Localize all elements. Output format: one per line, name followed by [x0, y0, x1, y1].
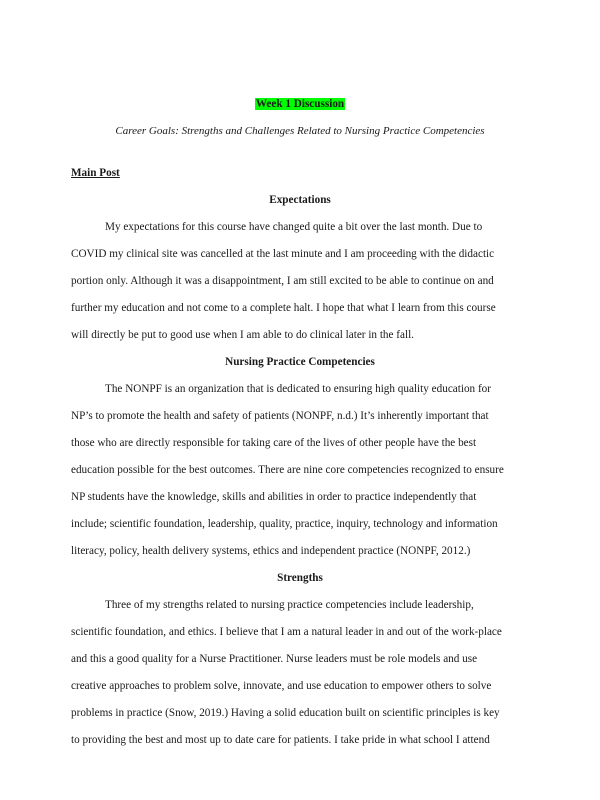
- paragraph-line: include; scientific foundation, leadership, quality, practice, inquiry, technology and information: [71, 518, 498, 530]
- paragraph-line: NP students have the knowledge, skills and abilities in order to practice independently that: [71, 491, 477, 503]
- paragraph-line: COVID my clinical site was cancelled at the last minute and I am proceeding with the didactic: [71, 248, 495, 260]
- section-heading-strengths: Strengths: [277, 572, 323, 584]
- paragraph-line: problems in practice (Snow, 2019.) Having a solid education built on scientific principles is key: [71, 707, 500, 719]
- paragraph-line: My expectations for this course have changed quite a bit over the last month. Due to: [105, 221, 483, 233]
- paragraph-line: scientific foundation, and ethics. I believe that I am a natural leader in and out of the work-place: [71, 626, 502, 638]
- document-title: Week 1 Discussion: [255, 98, 345, 110]
- paragraph-line: and this a good quality for a Nurse Practitioner. Nurse leaders must be role models and use: [71, 653, 478, 665]
- main-post-row: [71, 166, 541, 180]
- paragraph-line: literacy, policy, health delivery systems, ethics and independent practice (NONPF, 2012.): [71, 545, 471, 557]
- paragraph-line: The NONPF is an organization that is dedicated to ensuring high quality education for: [105, 383, 491, 395]
- main-post-label: Main Post: [71, 167, 120, 179]
- paragraph-line: will directly be put to good use when I am able to do clinical later in the fall.: [71, 329, 414, 341]
- document-subtitle: Career Goals: Strengths and Challenges Related to Nursing Practice Competencies: [115, 125, 485, 137]
- section-heading-expectations: Expectations: [269, 194, 331, 206]
- paragraph-line: those who are directly responsible for taking care of the lives of other people have the best: [71, 437, 477, 449]
- paragraph-line: portion only. Although it was a disappointment, I am still excited to be able to continue on and: [71, 275, 494, 287]
- section-heading-competencies: Nursing Practice Competencies: [225, 356, 375, 368]
- title-row: [0, 97, 600, 111]
- paragraph-line: Three of my strengths related to nursing practice competencies include leadership,: [105, 599, 474, 611]
- paragraph-line: NP’s to promote the health and safety of patients (NONPF, n.d.) It’s inherently important that: [71, 410, 489, 422]
- paragraph-line: further my education and not come to a complete halt. I hope that what I learn from this course: [71, 302, 496, 314]
- paragraph-line: education possible for the best outcomes. There are nine core competencies recognized to ensure: [71, 464, 504, 476]
- paragraph-line: creative approaches to problem solve, innovate, and use education to empower others to solve: [71, 680, 492, 692]
- paragraph-line: to providing the best and most up to date care for patients. I take pride in what school I attend: [71, 734, 490, 746]
